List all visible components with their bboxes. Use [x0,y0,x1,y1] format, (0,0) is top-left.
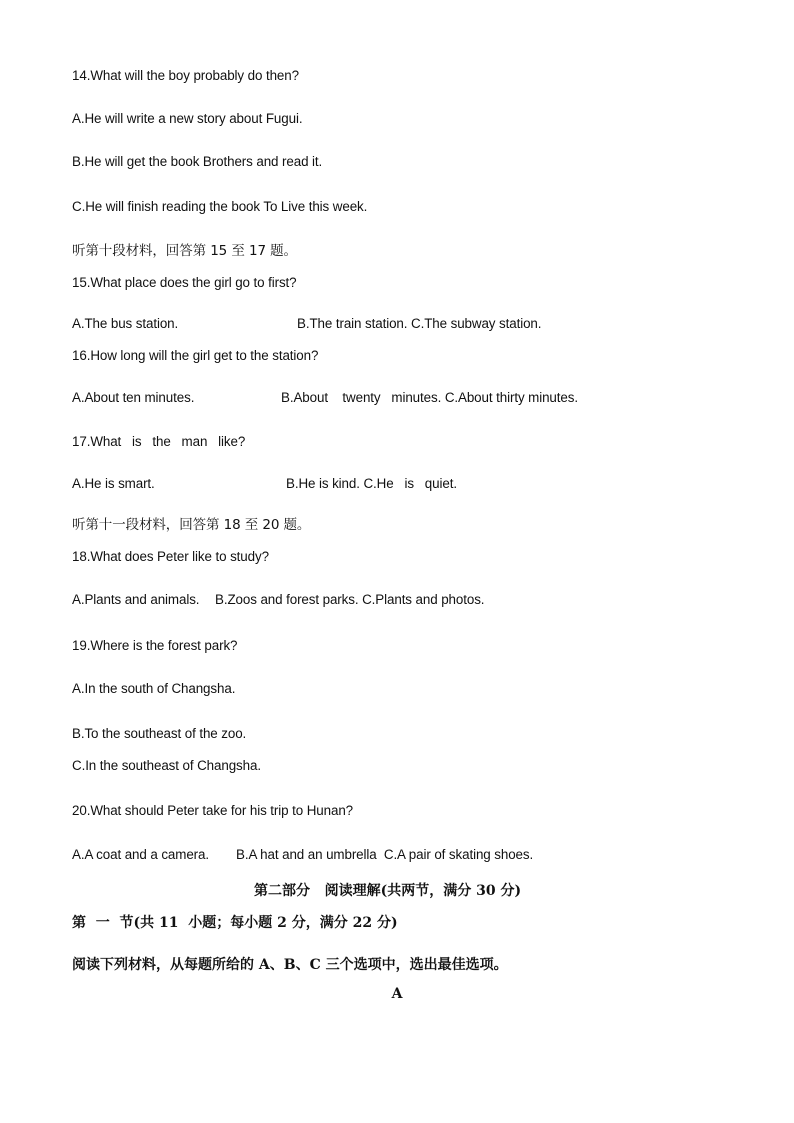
option-14b: B.He will get the book Brothers and read it. [72,154,323,169]
option-16bc: B.About twenty minutes. C.About thirty minutes. [281,390,578,405]
option-20bc: B.A hat and an umbrella C.A pair of skating shoes. [236,847,534,862]
section-1-heading: 第 一 节(共 11 小题；每小题 2 分，满分 22 分) [72,915,398,931]
option-15a: A.The bus station. [72,316,179,331]
question-16: 16.How long will the girl get to the station? [72,348,319,363]
option-15bc: B.The train station. C.The subway station. [297,316,542,331]
question-17: 17.What is the man like? [72,434,246,449]
option-19b: B.To the southeast of the zoo. [72,726,247,741]
question-19: 19.Where is the forest park? [72,638,238,653]
section-10-instruction: 听第十段材料，回答第 15 至 17 题。 [72,243,297,259]
option-14a: A.He will write a new story about Fugui. [72,111,303,126]
option-18a: A.Plants and animals. [72,592,200,607]
option-17bc: B.He is kind. C.He is quiet. [286,476,457,491]
question-14: 14.What will the boy probably do then? [72,68,299,83]
option-17a: A.He is smart. [72,476,155,491]
part-2-title: 第二部分 阅读理解(共两节，满分 30 分) [254,883,522,899]
option-19a: A.In the south of Changsha. [72,681,236,696]
option-20a: A.A coat and a camera. [72,847,209,862]
option-16a: A.About ten minutes. [72,390,195,405]
option-14c: C.He will finish reading the book To Live this week. [72,199,368,214]
option-19c: C.In the southeast of Changsha. [72,758,261,773]
passage-a-label: A [391,986,403,1002]
reading-instruction: 阅读下列材料，从每题所给的 A、B、C 三个选项中，选出最佳选项。 [72,957,508,973]
option-18bc: B.Zoos and forest parks. C.Plants and photos. [215,592,485,607]
question-18: 18.What does Peter like to study? [72,549,269,564]
section-11-instruction: 听第十一段材料，回答第 18 至 20 题。 [72,517,311,533]
question-20: 20.What should Peter take for his trip to Hunan? [72,803,354,818]
question-15: 15.What place does the girl go to first? [72,275,297,290]
